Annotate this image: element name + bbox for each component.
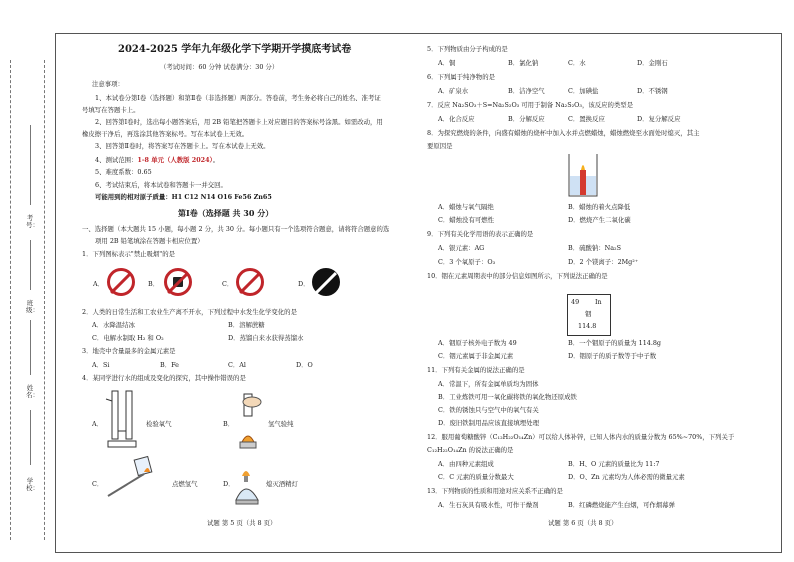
exam-no-blank — [30, 125, 31, 205]
q5-option-a: A．铜 — [438, 59, 456, 67]
element-card-indium — [567, 294, 611, 336]
q9-option-b: B．硫酸钠：Na₂S — [568, 244, 621, 252]
binding-line-inner — [44, 60, 45, 540]
note-line-4: 4、测试范围：1-8 单元（人教版 2024）。 — [95, 156, 220, 164]
q6-option-b: B．洁净空气 — [508, 87, 545, 95]
q11-option-c: C．铁的锈蚀只与空气中的氧气有关 — [438, 406, 539, 414]
q5-option-b: B．氯化钠 — [508, 59, 539, 67]
q3-option-c: C．Al — [228, 361, 246, 369]
candle-beaker-image — [567, 152, 599, 198]
q3-option-a: A．Si — [92, 361, 110, 369]
binding-margin — [0, 0, 54, 562]
q7-option-c: C．置换反应 — [568, 115, 605, 123]
question-10: 10．铟在元素周期表中的部分信息如图所示，下列说法正确的是 — [427, 272, 608, 280]
q1-option-d: D． — [298, 280, 310, 288]
note-line: 号填写在答题卡上。 — [82, 106, 140, 114]
q9-option-c: C．3 个氧原子：O₃ — [438, 258, 496, 266]
name-blank — [30, 320, 31, 375]
q4-label-a: 检验氧气 — [146, 420, 172, 428]
q4-option-d: D． — [223, 480, 235, 488]
q2-option-b: B．溶解蔗糖 — [228, 321, 265, 329]
q11-option-b: B．工业炼铁可用一氧化碳将铁的氧化物还原成铁 — [438, 393, 577, 401]
exam-subtitle: （考试时间：60 分钟 试卷满分：30 分） — [160, 63, 279, 71]
question-11: 11．下列有关金属的说法正确的是 — [427, 366, 525, 374]
question-12: 12．服用葡萄糖酸锌（C₁₂H₂₂O₁₄Zn）可以给人体补锌，已知人体内水的质量分数为 65%~70%，下列关于 — [427, 433, 735, 441]
q8-option-d: D．燃烧产生二氧化碳 — [568, 216, 631, 224]
q4-option-c: C． — [92, 480, 104, 488]
no-fireworks-sign-icon — [312, 268, 340, 296]
q12-option-a: A．由四种元素组成 — [438, 460, 494, 468]
notes-heading: 注意事项： — [92, 80, 124, 88]
atomic-number: 49 — [571, 298, 580, 306]
q6-option-d: D．不锈钢 — [637, 87, 668, 95]
question-8: 8．为探究燃烧的条件，向盛有蜡烛的烧杯中加入水并点燃蜡烛，蜡烛燃烧至水面处时熄灭，其主 — [427, 129, 700, 137]
q1-option-c: C． — [222, 280, 234, 288]
question-1: 1．下列图标表示"禁止吸烟"的是 — [82, 250, 176, 258]
section-intro: 一、选择题（本大题共 15 小题，每小题 2 分，共 30 分。每小题只有一个选项符合题意，请将符合题意的选 — [82, 225, 390, 233]
q3-option-d: D．O — [296, 361, 313, 369]
q13-option-b: B．红磷燃烧能产生白烟，可作烟幕弹 — [568, 501, 675, 509]
question-4: 4．某同学进行水的组成及变化的探究，其中操作错误的是 — [82, 374, 246, 382]
ignite-hydrogen-image — [104, 452, 162, 500]
note-line: 5、难度系数：0.65 — [95, 168, 152, 176]
q4-option-b: B． — [223, 420, 235, 428]
exam-no-label: 考号： — [26, 214, 39, 229]
q4-label-d: 熄灭酒精灯 — [266, 480, 298, 488]
q3-option-b: B．Fe — [160, 361, 179, 369]
q4-label-b: 氢气验纯 — [268, 420, 294, 428]
question-6: 6．下列属于纯净物的是 — [427, 73, 495, 81]
q8-option-a: A．蜡烛与氧气隔绝 — [438, 203, 494, 211]
school-blank — [30, 410, 31, 465]
q1-option-a: A． — [93, 280, 105, 288]
question-5: 5．下列物质由分子构成的是 — [427, 45, 508, 53]
question-9: 9．下列有关化学用语的表示正确的是 — [427, 230, 534, 238]
electrolysis-apparatus-image — [104, 385, 140, 451]
class-label: 班级： — [26, 299, 39, 314]
q5-option-c: C．水 — [568, 59, 586, 67]
q11-option-a: A．常温下，所有金属单质均为固体 — [438, 380, 539, 388]
q6-option-a: A．矿泉水 — [438, 87, 469, 95]
part1-title: 第Ⅰ卷（选择题 共 30 分） — [178, 208, 274, 218]
q8-option-b: B．蜡烛的着火点降低 — [568, 203, 631, 211]
q1-option-b: B． — [148, 280, 160, 288]
q9-option-a: A．银元素：AG — [438, 244, 485, 252]
exam-title: 2024-2025 学年九年级化学下学期开学摸底考试卷 — [118, 44, 352, 55]
note-line: 6、考试结束后，将本试卷和答题卡一并交回。 — [95, 181, 227, 189]
q11-option-d: D．废旧铁制用品应该直接填埋处理 — [438, 419, 539, 427]
question-8-cont: 要原因是 — [427, 142, 453, 150]
q2-option-a: A．水降温结冰 — [92, 321, 135, 329]
q2-option-d: D．蒸馏自来水获得蒸馏水 — [228, 334, 304, 342]
q9-option-d: D．2 个镁离子：2Mg²⁺ — [568, 258, 639, 266]
atomic-mass-line: 可能用到的相对原子质量：H1 C12 N14 O16 Fe56 Zn65 — [95, 193, 272, 201]
atomic-mass: 114.8 — [578, 322, 597, 330]
no-smoking-cigarette-sign-icon — [236, 268, 264, 296]
q10-option-c: C．铟元素属于非金属元素 — [438, 352, 514, 360]
q4-label-c: 点燃氢气 — [172, 480, 198, 488]
q12-option-d: D．O、Zn 元素均为人体必需的微量元素 — [568, 473, 685, 481]
note-line: 1、本试卷分第Ⅰ卷（选择题）和第Ⅱ卷（非选择题）两部分。答卷前，考生务必将自己的姓名、准考证 — [95, 94, 381, 102]
q6-option-c: C．加碘盐 — [568, 87, 599, 95]
q2-option-c: C．电解水制取 H₂ 和 O₂ — [92, 334, 164, 342]
binding-line-outer — [10, 60, 11, 540]
q7-option-b: B．分解反应 — [508, 115, 545, 123]
element-name: 铟 — [585, 310, 592, 318]
no-phone-sign-icon — [164, 268, 192, 296]
q5-option-d: D．金刚石 — [637, 59, 668, 67]
q7-option-a: A．化合反应 — [438, 115, 475, 123]
question-3: 3．地壳中含量最多的金属元素是 — [82, 347, 176, 355]
q4-option-a: A． — [92, 420, 104, 428]
q10-option-a: A．铟原子核外电子数为 49 — [438, 339, 517, 347]
q10-option-d: D．铟原子的质子数等于中子数 — [568, 352, 657, 360]
q10-option-b: B．一个铟原子的质量为 114.8g — [568, 339, 662, 347]
q13-option-a: A．生石灰具有吸水性，可作干燥剂 — [438, 501, 539, 509]
q12-option-b: B．H、O 元素的质量比为 11:7 — [568, 460, 660, 468]
question-7: 7．反应 Na₂SO₃＋S=Na₂S₂O₃ 可用于制备 Na₂S₂O₃，该反应的类型是 — [427, 101, 634, 109]
q12-option-c: C．C 元素的质量分数最大 — [438, 473, 514, 481]
extinguish-lamp-image — [232, 470, 266, 510]
no-smoking-sign-icon — [107, 268, 135, 296]
class-blank — [30, 240, 31, 290]
note-line: 2、回答第Ⅰ卷时，选出每小题答案后，用 2B 铅笔把答题卡上对应题目的答案标号涂黑。如需改动，用 — [95, 118, 383, 126]
hydrogen-purity-test-image — [234, 392, 268, 450]
q8-option-c: C．蜡烛没有可燃性 — [438, 216, 495, 224]
school-label: 学校： — [26, 477, 39, 492]
q7-option-d: D．复分解反应 — [637, 115, 681, 123]
question-12-cont: C₁₂H₂₂O₁₄Zn 的说法正确的是 — [427, 446, 514, 454]
question-13: 13．下列物质的性质和用途对应关系不正确的是 — [427, 487, 563, 495]
name-label: 姓名： — [26, 384, 39, 399]
question-2: 2．人类的日常生活和工农业生产离不开水，下列过程中水发生化学变化的是 — [82, 308, 297, 316]
page-footer-left: 试题 第 5 页（共 8 页） — [207, 519, 277, 527]
note-line: 橡皮擦干净后，再选涂其他答案标号。写在本试卷上无效。 — [82, 130, 249, 138]
page-footer-right: 试题 第 6 页（共 8 页） — [548, 519, 618, 527]
section-intro: 项用 2B 铅笔填涂在答题卡相应位置） — [95, 237, 204, 245]
note-line: 3、回答第Ⅱ卷时，将答案写在答题卡上。写在本试卷上无效。 — [95, 142, 270, 150]
element-symbol: In — [595, 298, 602, 306]
